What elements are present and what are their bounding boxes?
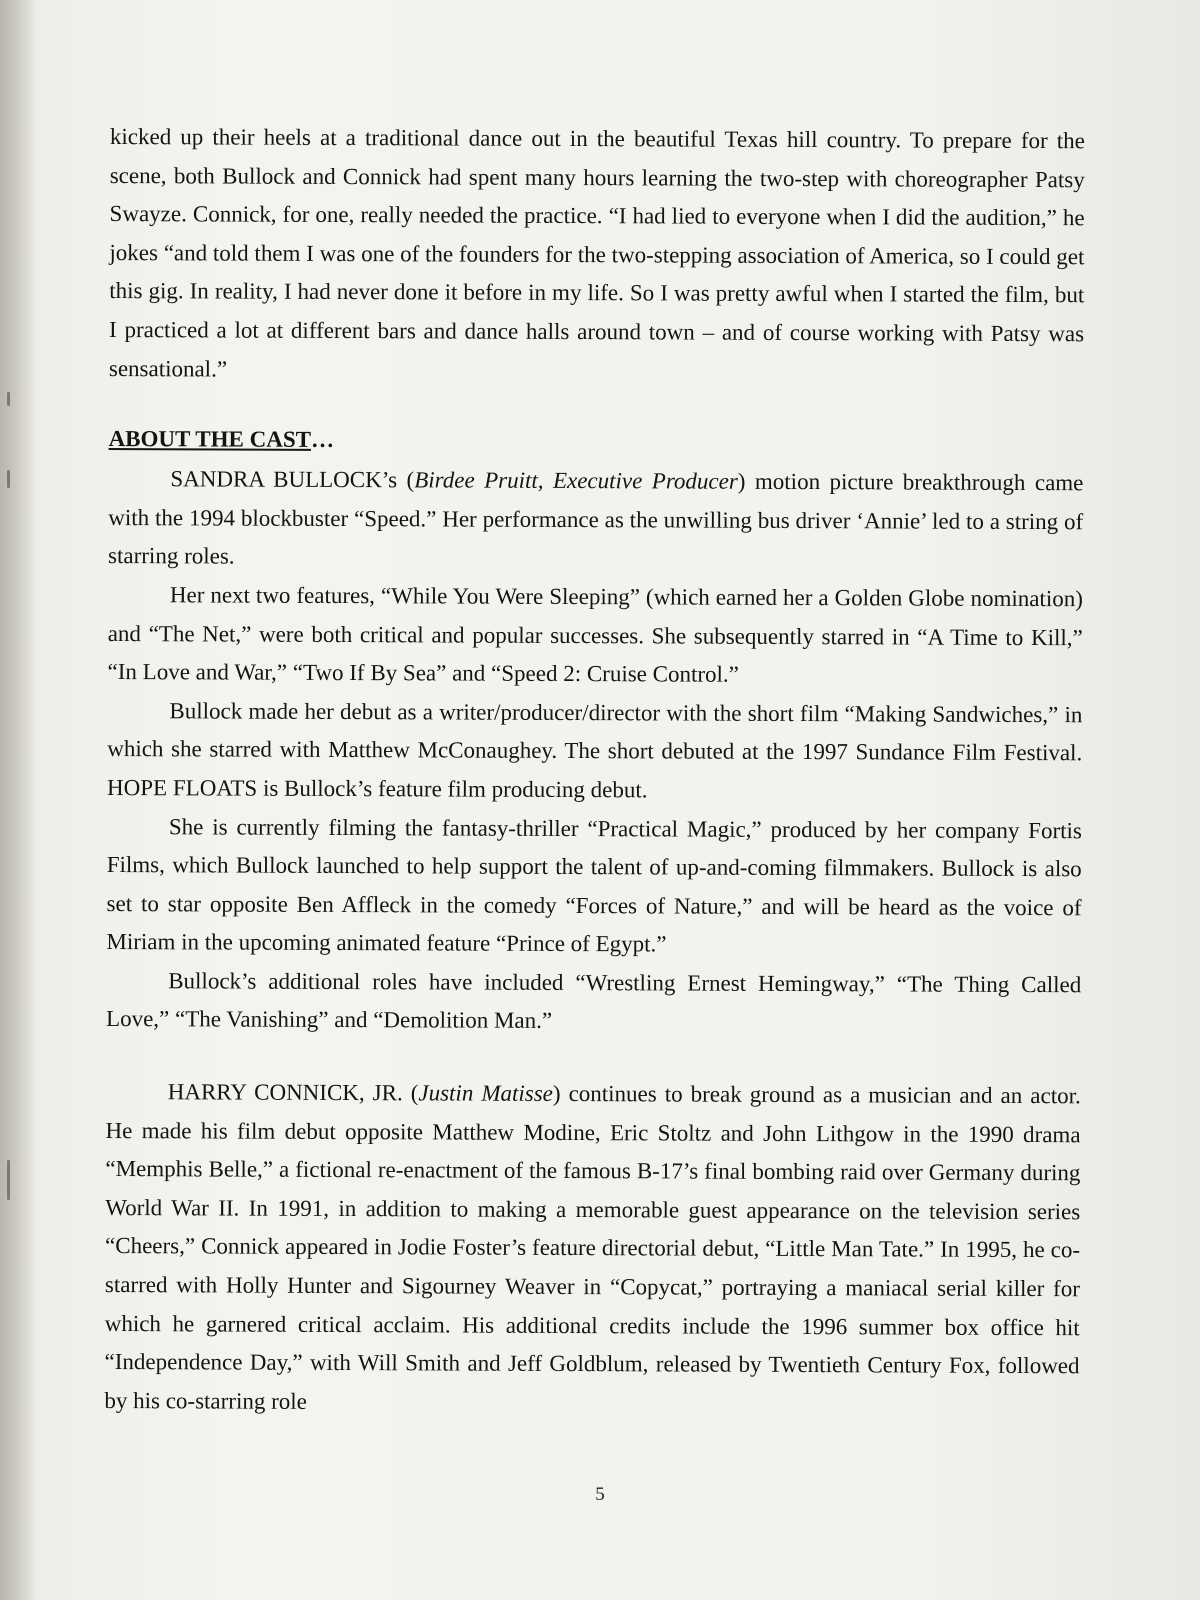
binding-mark	[7, 1160, 10, 1200]
connick-paragraph-1	[104, 1073, 1081, 1425]
bullock-paragraph-2: Her next two features, “While You Were Sleeping” (which earned her a Golden Globe nomination) and “The Net,” were both critical and popular successes. She subsequently starred in “A Time to Kill,” “In Love and War,” “Two If By Sea” and “Speed 2: Cruise Control.”	[107, 582, 1083, 687]
bullock-role: Birdee Pruitt, Executive Producer	[414, 467, 738, 494]
connick-paragraph-1-text: ) continues to break ground as a musician and an actor. He made his film debut opposite Matthew Modine, Eric Stoltz and John Lithgow in the 1990 drama “Memphis Belle,” a fictional re-enactment of the famous B-17’s final bombing raid over Germany during World War II. In 1991, in addition to making a memorable guest appearance on the television series “Cheers,” Connick appeared in Jodie Foster’s feature directorial debut, “Little Man Tate.” In 1995, he co-starred with Holly Hunter and Sigourney Weaver in “Copycat,” portraying a maniacal serial killer for which he garnered critical acclaim. His additional credits include the 1996 summer box office hit “Independence Day,” with Will Smith and Jeff Goldblum, released by Twentieth Century Fox, followed by his co-starring role	[104, 1081, 1081, 1414]
section-heading-text: ABOUT THE CAST	[108, 426, 312, 453]
bullock-paragraph-5: Bullock’s additional roles have included “Wrestling Ernest Hemingway,” “The Thing Called Love,” “The Vanishing” and “Demolition Man.”	[106, 968, 1082, 1034]
bullock-paragraph-1	[108, 460, 1083, 580]
section-heading	[109, 420, 1084, 462]
binding-mark	[7, 392, 10, 406]
bullock-paragraph-3: Bullock made her debut as a writer/producer/director with the short film “Making Sandwiches,” in which she starred with Matthew McConaughey. The short debuted at the 1997 Sundance Film Festival. HOPE FLOATS is Bullock’s feature film producing debut.	[107, 697, 1083, 803]
paragraph-gap	[106, 1039, 1081, 1077]
section-heading-ellipsis: …	[310, 427, 335, 453]
binding-shadow	[0, 0, 36, 1600]
binding-mark	[7, 470, 10, 488]
bullock-name: SANDRA BULLOCK’s (	[170, 466, 415, 493]
page-number: 5	[595, 1484, 605, 1505]
bullock-paragraph-4: She is currently filming the fantasy-thriller “Practical Magic,” produced by her company Fortis Films, which Bullock launched to help support the talent of up-and-coming filmmakers. Bullock is also set to star opposite Ben Affleck in the comedy “Forces of Nature,” and will be heard as the voice of Miriam in the upcoming animated feature “Prince of Egypt.”	[106, 813, 1082, 957]
connick-role: Justin Matisse	[418, 1080, 553, 1107]
bullock-paragraph-1-text: ) motion picture breakthrough came with the 1994 blockbuster “Speed.” Her performance as the unwilling bus driver ‘Annie’ led to a string of starring roles.	[108, 468, 1084, 569]
intro-paragraph: kicked up their heels at a traditional dance out in the beautiful Texas hill country. To prepare for the scene, both Bullock and Connick had spent many hours learning the two-step with choreographer Patsy Swayze. Connick, for one, really needed the practice. “I had lied to everyone when I did the audition,” he jokes “and told them I was one of the founders for the two-stepping association of America, so I could get this gig. In reality, I had never done it before in my life. So I was pretty awful when I started the film, but I practiced a lot at different bars and dance halls around town – and of course working with Patsy was sensational.”	[108, 123, 1085, 382]
page-content	[104, 118, 1085, 1425]
connick-name: HARRY CONNICK, JR. (	[167, 1079, 419, 1106]
